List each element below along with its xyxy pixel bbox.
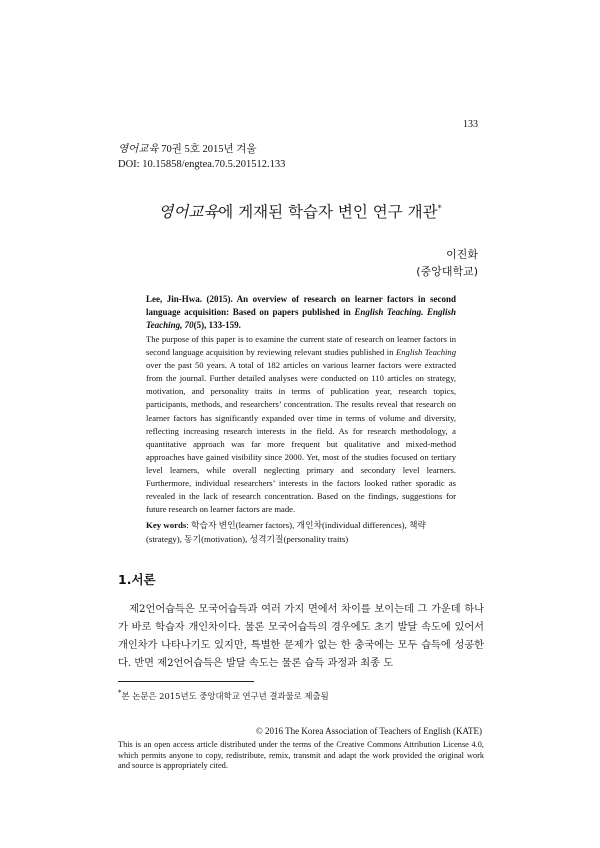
abstract-part1: The purpose of this paper is to examine the current state of research on learner factors in second language acquisition by reviewing relevant studies published in <box>146 334 456 358</box>
doi: DOI: 10.15858/engtea.70.5.201512.133 <box>118 159 286 170</box>
copyright: © 2016 The Korea Association of Teachers of English (KATE) <box>255 726 482 736</box>
body-paragraph <box>118 601 484 673</box>
journal-name: 영어교육 <box>118 144 159 155</box>
citation-journal: English Teaching. English Teaching, 70 <box>146 307 456 330</box>
section-heading: 1.서론 <box>118 572 156 587</box>
paper-title <box>0 200 600 222</box>
keywords <box>146 518 456 546</box>
abstract <box>146 333 456 516</box>
page-number: 133 <box>463 119 478 130</box>
abstract-journal-italic: English Teaching <box>396 347 456 358</box>
journal-info <box>118 142 285 172</box>
keywords-label: Key words <box>146 520 187 530</box>
footnote-divider <box>118 681 254 682</box>
title-footnote-mark: * <box>437 203 442 213</box>
journal-issue: 70권 5호 2015년 겨울 <box>161 144 257 155</box>
footnote <box>118 689 329 702</box>
author-affiliation: (중앙대학교) <box>416 265 478 278</box>
abstract-part2: over the past 50 years. A total of 182 articles on various learner factors were extracted from the journal. Further detailed analyses were conducted on 110 articles on strategy, motivation, and personality traits in terms of publication year, research topics, participants, methods, and researchers’ concentration. The results reveal that research on learner factors has significantly expanded over time in terms of volume and diversity, reflecting increasing research interests in the field. As for research methodology, a quantitative approach was far more frequent but qualitative and mixed-method approaches have gained visibility since 2000. Yet, most of the studies focused on tertiary level learners, while overall neglecting primary and secondary level learners. Furthermore, individual researchers’ interests in the factors looked rather sporadic as revealed in the lack of research concentration. Based on the findings, suggestions for future research on learner factors are made. <box>146 360 456 515</box>
journal-issue-line <box>118 142 285 157</box>
license-text: This is an open access article distributed under the terms of the Creative Commons Attribution License 4.0, which permits anyone to copy, redistribute, remix, transmit and adapt the work provided the original work and source is appropriately cited. <box>118 740 484 770</box>
title-text: 에 게재된 학습자 변인 연구 개관 <box>218 203 438 221</box>
author-block <box>416 246 478 280</box>
citation-lead: Lee, Jin-Hwa. (2015). An overview of research on learner factors in second language acquisition: Based on papers published in <box>146 294 456 317</box>
footnote-mark: * <box>118 689 122 697</box>
body-text: 제2언어습득은 모국어습득과 여러 가지 면에서 차이를 보이는데 그 가운데 하나가 바로 학습자 개인차이다. 물론 모국어습득의 경우에도 초기 발달 속도에 있어서 개인차가 나타나기도 있지만, 특별한 문제가 없는 한 충국에는 모두 습득에 성공한다. 반면 제2언어습득은 발달 속도는 물론 습득 과정과 최종 도 <box>118 604 485 669</box>
citation-tail: (5), 133-159. <box>193 320 241 330</box>
citation <box>146 293 456 332</box>
footnote-text: 본 논문은 2015년도 중앙대학교 연구년 결과물로 제출됨 <box>121 690 329 701</box>
author-name: 이진화 <box>446 248 478 261</box>
keywords-text: : 학습자 변인(learner factors), 개인차(individual differences), 책략(strategy), 동기(motivation), 성격기질(personality traits) <box>146 520 426 544</box>
title-journal-name: 영어교육 <box>158 203 219 221</box>
